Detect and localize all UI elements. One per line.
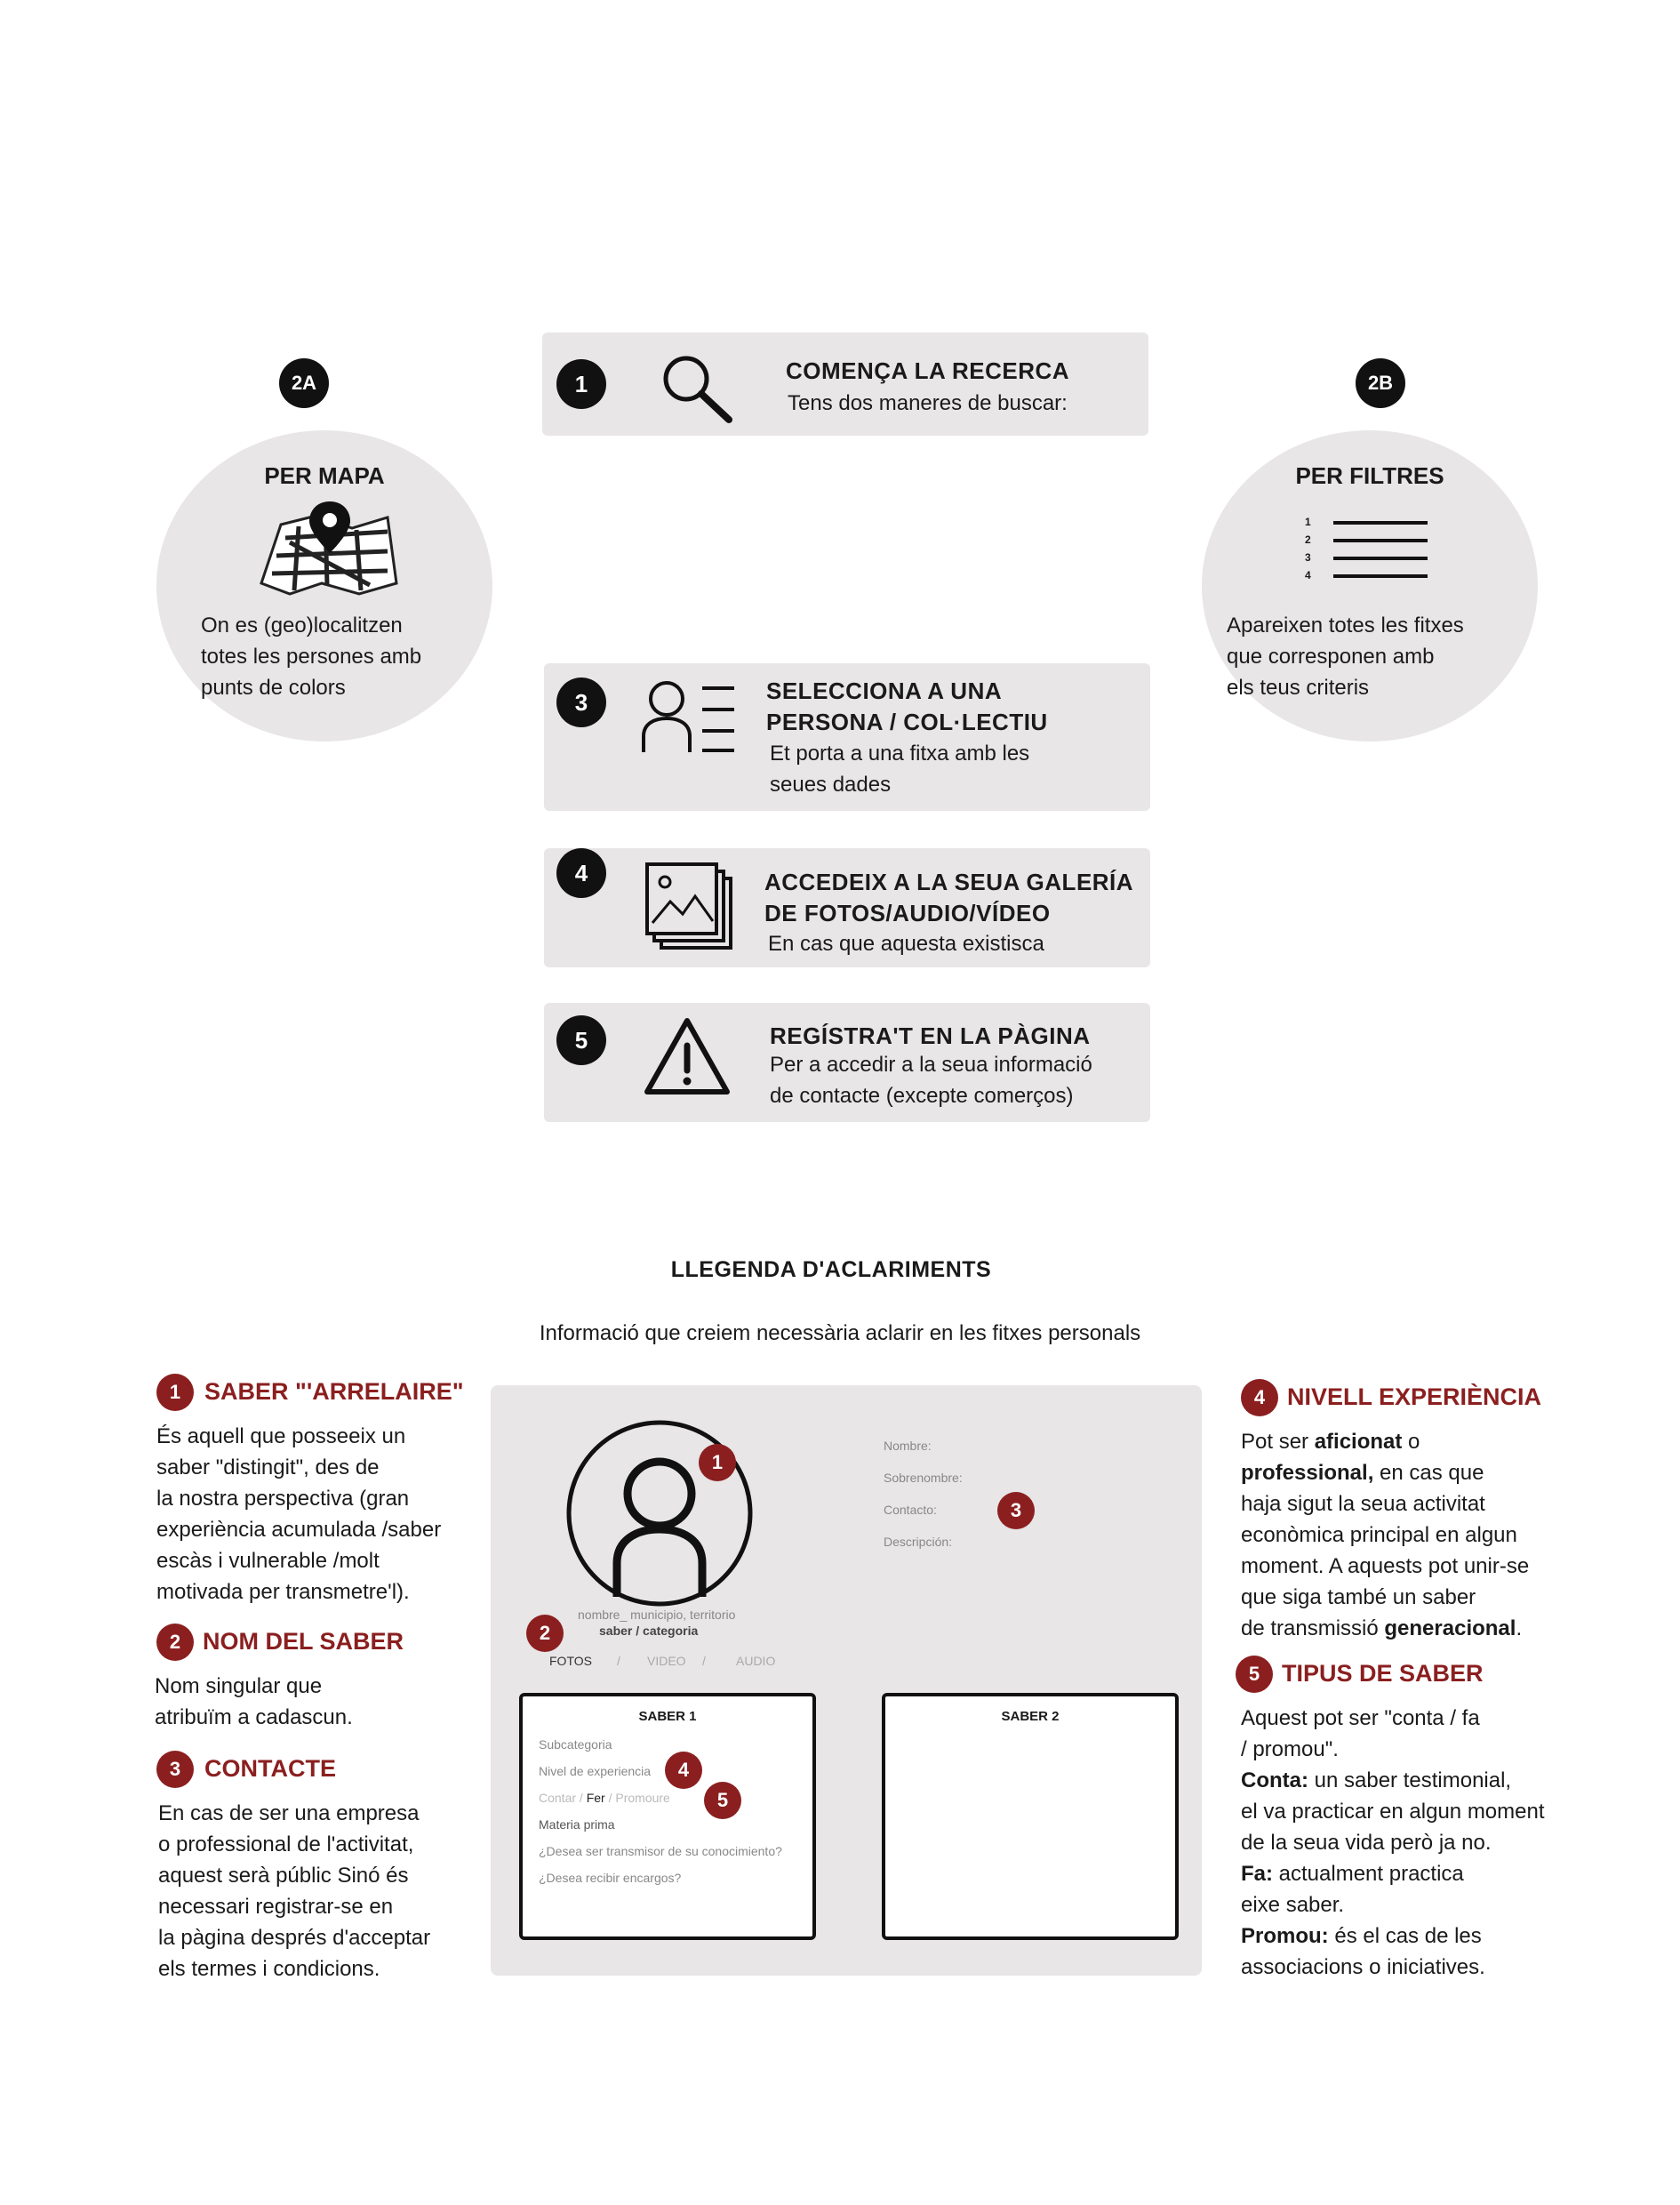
saber-1-row-nivel: Nivel de experiencia xyxy=(539,1764,652,1778)
option-map-title: PER MAPA xyxy=(264,462,385,489)
mock-caption-saber: saber / categoria xyxy=(599,1624,699,1638)
field-nombre: Nombre: xyxy=(884,1439,932,1453)
filter-num-3: 3 xyxy=(1305,551,1311,564)
step-3-text: Et porta a una fitxa amb les seues dades xyxy=(770,742,1030,797)
legend-3-badge: 3 xyxy=(156,1751,194,1788)
legend-2-badge: 2 xyxy=(156,1624,194,1661)
saber-2-title: SABER 2 xyxy=(1001,1709,1060,1724)
person-list-icon xyxy=(640,678,738,756)
option-filters-title: PER FILTRES xyxy=(1295,462,1444,489)
legend-1-text: És aquell que posseeix un saber "distingit", des de la nostra perspectiva (gran experiència acumulada /saber escàs i vulnerable /molt motivada per transmetre'l). xyxy=(156,1424,442,1604)
tab-separator: / xyxy=(617,1654,620,1668)
legend-subheading: Informació que creiem necessària aclarir en les fitxes personals xyxy=(539,1321,1141,1345)
gallery-icon xyxy=(645,862,734,951)
filter-num-2: 2 xyxy=(1305,533,1311,546)
legend-4-badge: 4 xyxy=(1241,1379,1278,1416)
legend-heading: LLEGENDA D'ACLARIMENTS xyxy=(670,1257,992,1282)
filter-num-1: 1 xyxy=(1305,516,1311,528)
step-1-badge: 1 xyxy=(556,359,606,409)
step-5-title: REGÍSTRA'T EN LA PÀGINA xyxy=(770,1022,1091,1049)
saber-1-row-subcategoria: Subcategoria xyxy=(539,1737,612,1752)
option-2a-badge: 2A xyxy=(279,358,329,408)
option-filters-text: Apareixen totes les fitxes que corresponen amb els teus criteris xyxy=(1227,613,1464,700)
search-icon xyxy=(660,352,736,425)
option-2b-badge: 2B xyxy=(1356,358,1405,408)
mock-caption-location: nombre_ municipio, territorio xyxy=(578,1608,736,1622)
marker-4: 4 xyxy=(665,1752,702,1789)
tab-fotos[interactable]: FOTOS xyxy=(549,1654,592,1668)
marker-1: 1 xyxy=(699,1444,736,1481)
legend-5-badge: 5 xyxy=(1236,1656,1273,1693)
tab-video[interactable]: VIDEO xyxy=(647,1654,686,1668)
step-1-title: COMENÇA LA RECERCA xyxy=(786,357,1070,384)
field-sobrenombre: Sobrenombre: xyxy=(884,1471,963,1485)
option-map-text: On es (geo)localitzen totes les persones amb punts de colors xyxy=(201,613,422,700)
saber-1-row-materia: Materia prima xyxy=(539,1817,615,1832)
marker-5: 5 xyxy=(704,1782,741,1819)
step-4-badge: 4 xyxy=(556,848,606,898)
saber-1-row-encargos: ¿Desea recibir encargos? xyxy=(539,1871,682,1885)
map-pin-icon xyxy=(254,498,405,596)
saber-1-row-transmisor: ¿Desea ser transmisor de su conocimiento? xyxy=(539,1844,782,1858)
legend-3-text: En cas de ser una empresa o professional de l'activitat, aquest serà públic Sinó és necessari registrar-se en la pàgina després d'acceptar els termes i condicions. xyxy=(158,1801,431,1981)
saber-1-card xyxy=(519,1693,816,1940)
filter-num-4: 4 xyxy=(1305,569,1311,581)
legend-2-text: Nom singular que atribuïm a cadascun. xyxy=(155,1674,353,1729)
tab-separator: / xyxy=(702,1654,706,1668)
step-3-title: SELECCIONA A UNA PERSONA / COL·LECTIU xyxy=(766,678,1048,735)
step-5-text: Per a accedir a la seua informació de contacte (excepte comerços) xyxy=(770,1053,1092,1108)
legend-1-badge: 1 xyxy=(156,1374,194,1411)
saber-2-card xyxy=(882,1693,1179,1940)
tab-audio[interactable]: AUDIO xyxy=(736,1654,776,1668)
legend-5-title: TIPUS DE SABER xyxy=(1282,1660,1484,1687)
option-map-circle xyxy=(156,430,492,742)
legend-2-title: NOM DEL SABER xyxy=(203,1628,404,1655)
legend-5-text: Aquest pot ser "conta / fa / promou". Conta: un saber testimonial, el va practicar en algun moment de la seua vida però ja no. Fa: actualment practica eixe saber. Promou: és el cas de les associacions o iniciatives. xyxy=(1241,1706,1545,1979)
option-filters-circle xyxy=(1202,430,1538,742)
marker-2: 2 xyxy=(526,1615,564,1652)
legend-1-title: SABER "'ARRELAIRE" xyxy=(204,1378,464,1405)
step-5-badge: 5 xyxy=(556,1015,606,1065)
filter-list-icon xyxy=(1305,516,1438,581)
step-4-text: En cas que aquesta existisca xyxy=(768,932,1044,956)
legend-4-text: Pot ser aficionat o professional, en cas que haja sigut la seua activitat econòmica principal en algun moment. A aquests pot unir-se que siga també un saber de transmissió generacional. xyxy=(1241,1430,1530,1640)
profile-mockup xyxy=(491,1385,1202,1976)
saber-1-title: SABER 1 xyxy=(638,1709,697,1724)
saber-1-row-cfp: Contar / Fer / Promoure xyxy=(539,1791,670,1805)
legend-3-title: CONTACTE xyxy=(204,1755,336,1782)
field-descripcion: Descripción: xyxy=(884,1535,953,1549)
marker-3: 3 xyxy=(997,1492,1035,1529)
step-3-badge: 3 xyxy=(556,678,606,727)
legend-4-title: NIVELL EXPERIÈNCIA xyxy=(1287,1383,1542,1410)
step-4-title: ACCEDEIX A LA SEUA GALERÍA DE FOTOS/AUDIO/VÍDEO xyxy=(764,869,1134,926)
step-1-text: Tens dos maneres de buscar: xyxy=(788,391,1068,415)
warning-icon xyxy=(642,1015,732,1097)
field-contacto: Contacto: xyxy=(884,1503,937,1517)
